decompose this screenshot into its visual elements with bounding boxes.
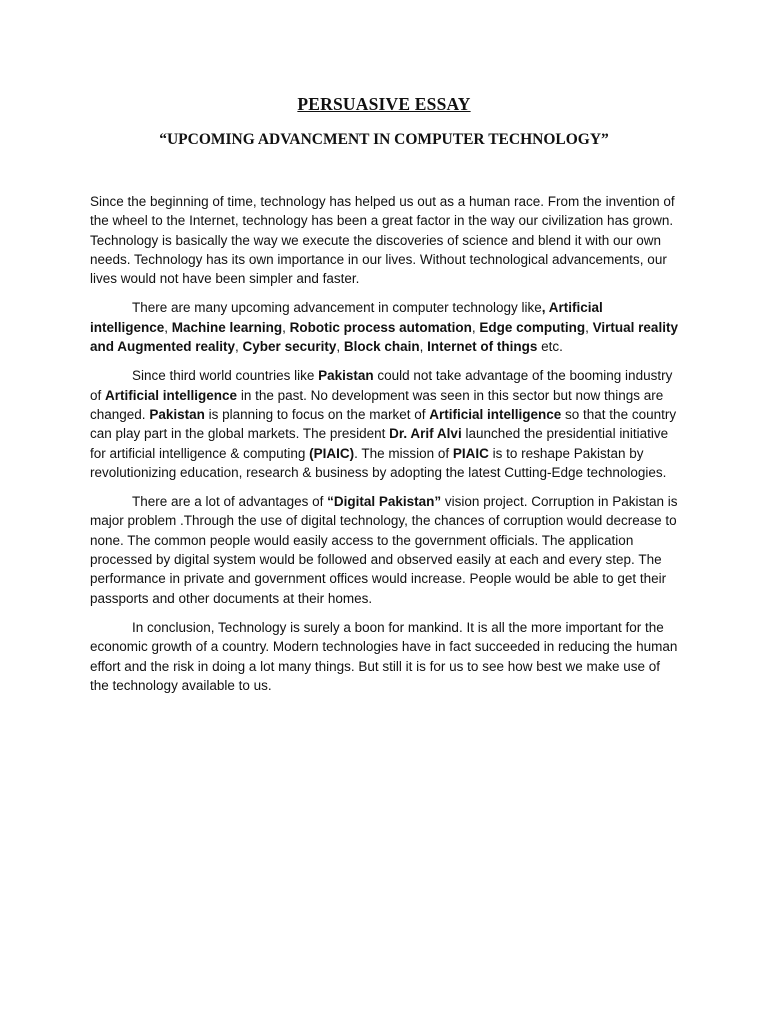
text-run: , — [164, 319, 172, 335]
text-run: is planning to focus on the market of — [204, 406, 430, 422]
bold-text-run: (PIAIC) — [309, 445, 355, 461]
bold-text-run: Virtual reality and Augmented reality — [90, 319, 678, 355]
essay-paragraph — [90, 192, 682, 288]
essay-subtitle: “UPCOMING ADVANCMENT IN COMPUTER TECHNOLOGY” — [159, 131, 609, 148]
text-run: In conclusion, Technology is surely a boon for mankind. It is all the more important for the economic growth of a country. Modern technologies have in fact succeeded in reducing the human effort and the risk in doing a lot many things. But still it is for us to see how best we make use of the technology available to us. — [90, 619, 678, 693]
bold-text-run: Dr. Arif Alvi — [389, 426, 462, 442]
bold-text-run: Cyber security — [242, 339, 337, 355]
text-run: , — [471, 319, 480, 335]
bold-text-run: “Digital Pakistan” — [327, 494, 442, 510]
text-run: , — [336, 339, 344, 355]
essay-paragraph — [90, 366, 682, 482]
bold-text-run: Edge computing — [479, 319, 586, 335]
text-run: There are a lot of advantages of — [132, 494, 328, 510]
text-run: Since third world countries like — [132, 368, 319, 384]
essay-body — [90, 192, 682, 705]
text-run: , — [419, 339, 428, 355]
text-run: There are many upcoming advancement in computer technology like — [132, 300, 542, 316]
text-run: etc. — [537, 339, 563, 355]
bold-text-run: Internet of things — [427, 339, 538, 355]
bold-text-run: PIAIC — [452, 445, 489, 461]
text-run: . The mission of — [354, 445, 453, 461]
text-run: is to reshape Pakistan by revolutionizing education, research & business by adopting the latest Cutting-Edge technologies. — [90, 445, 667, 480]
text-run: launched the presidential initiative for artificial intelligence & computing — [90, 426, 669, 461]
bold-text-run: , Artificial intelligence — [90, 300, 603, 335]
essay-title: PERSUASIVE ESSAY — [297, 94, 471, 114]
bold-text-run: Block chain — [343, 339, 420, 355]
text-run: , — [235, 339, 243, 355]
text-run: in the past. No development was seen in this sector but now things are changed. — [90, 387, 664, 422]
bold-text-run: Pakistan — [318, 368, 374, 384]
essay-paragraph — [90, 492, 682, 608]
bold-text-run: Artificial intelligence — [429, 406, 562, 422]
bold-text-run: Artificial intelligence — [105, 387, 238, 403]
text-run: Since the beginning of time, technology has helped us out as a human race. From the invention of the wheel to the Internet, technology has been a great factor in the way our civilization has grown. Technology is basically the way we execute the discoveries of science and blend it with our own needs. Technology has its own importance in our lives. Without technological advancements, our lives would not have been simpler and faster. — [90, 194, 675, 287]
bold-text-run: Machine learning — [171, 319, 283, 335]
essay-paragraph — [90, 298, 682, 356]
text-run: could not take advantage of the booming industry of — [90, 368, 673, 403]
bold-text-run: Robotic process automation — [289, 319, 472, 335]
text-run: vision project. Corruption in Pakistan is major problem .Through the use of digital technology, the chances of corruption would decrease to none. The common people would easily access to the government officials. The application processed by digital system would be followed and observed easily at each and every step. The performance in private and government offices would increase. People would be able to get their passports and other documents at their homes. — [90, 494, 678, 606]
text-run: , — [282, 319, 290, 335]
essay-paragraph — [90, 618, 682, 695]
bold-text-run: Pakistan — [149, 406, 205, 422]
text-run: , — [585, 319, 593, 335]
text-run: so that the country can play part in the global markets. The president — [90, 406, 677, 442]
